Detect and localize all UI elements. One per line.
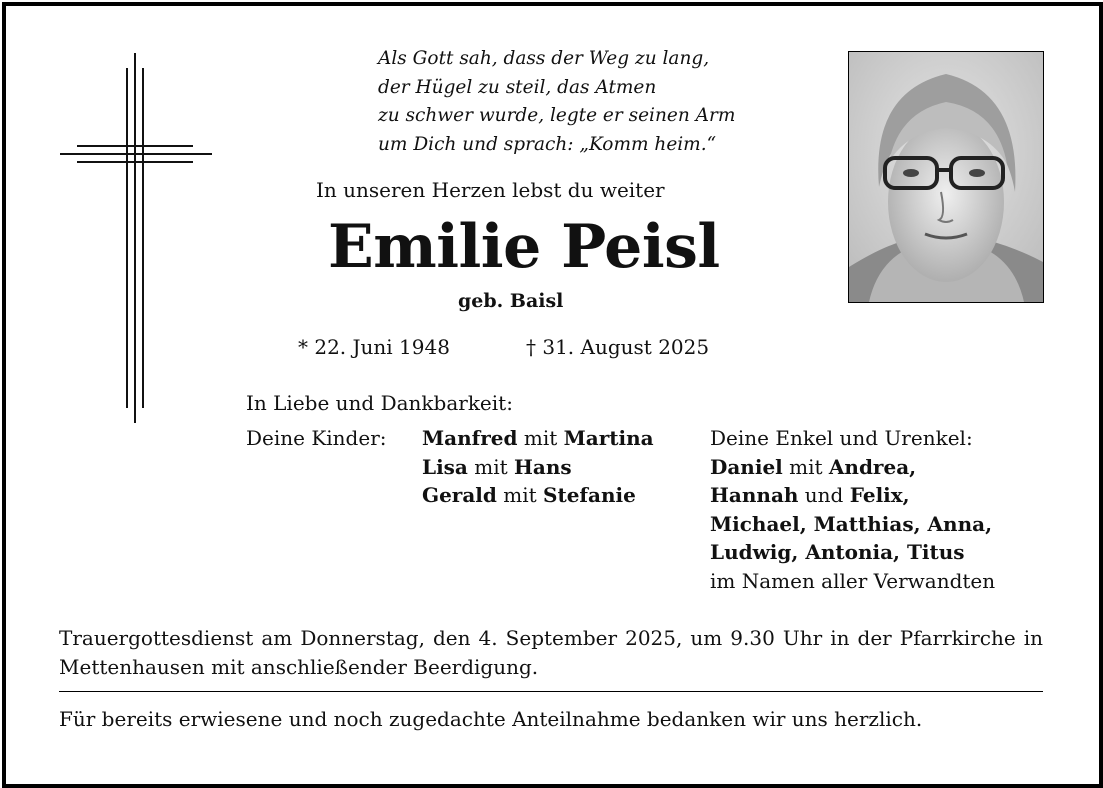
grandchild-name: Felix, bbox=[849, 483, 910, 507]
intro-line: In unseren Herzen lebst du weiter bbox=[316, 178, 665, 202]
verse bbox=[378, 45, 735, 159]
children-label: Deine Kinder: bbox=[246, 426, 387, 450]
joiner: mit bbox=[474, 454, 508, 479]
partner-name: Stefanie bbox=[543, 483, 636, 507]
child-name: Gerald bbox=[422, 483, 497, 507]
cross-icon bbox=[55, 48, 215, 428]
mourners-heading: In Liebe und Dankbarkeit: bbox=[246, 391, 513, 415]
list-item bbox=[710, 453, 995, 482]
joiner: mit bbox=[789, 454, 823, 479]
partner-name: Martina bbox=[563, 426, 654, 450]
grandchild-name: Hannah bbox=[710, 483, 799, 507]
grandchildren-label: Deine Enkel und Urenkel: bbox=[710, 426, 973, 450]
list-item bbox=[710, 510, 995, 539]
birth-date: * 22. Juni 1948 bbox=[298, 335, 450, 359]
grandchild-name: Andrea, bbox=[828, 454, 917, 479]
list-item bbox=[710, 481, 995, 510]
child-name: Lisa bbox=[422, 454, 468, 479]
verse-line: Als Gott sah, dass der Weg zu lang, bbox=[378, 48, 710, 69]
grandchild-name: Daniel bbox=[710, 454, 783, 479]
list-item bbox=[422, 453, 654, 482]
service-notice: Trauergottesdienst am Donnerstag, den 4. September 2025, um 9.30 Uhr in der Pfarrkirche in Mettenhausen mit anschließender Beerdigung. bbox=[59, 626, 1043, 679]
list-item bbox=[710, 538, 995, 567]
list-item bbox=[422, 481, 654, 510]
death-date: † 31. August 2025 bbox=[526, 335, 710, 359]
deceased-name: Emilie Peisl bbox=[328, 212, 720, 282]
child-name: Manfred bbox=[422, 426, 518, 450]
joiner: und bbox=[804, 483, 844, 507]
grandchildren-names: Ludwig, Antonia, Titus bbox=[710, 540, 965, 564]
divider bbox=[59, 691, 1043, 692]
list-item bbox=[422, 424, 654, 453]
thanks-note: Für bereits erwiesene und noch zugedachte Anteilnahme bedanken wir uns herzlich. bbox=[59, 707, 923, 731]
joiner: mit bbox=[503, 483, 537, 507]
grandchildren-block bbox=[710, 424, 995, 595]
verse-line: um Dich und sprach: „Komm heim.“ bbox=[378, 133, 717, 155]
maiden-name: geb. Baisl bbox=[458, 290, 564, 312]
children-list bbox=[422, 424, 654, 510]
relatives-line: im Namen aller Verwandten bbox=[710, 568, 996, 593]
portrait-photo bbox=[848, 51, 1044, 303]
joiner: mit bbox=[523, 426, 558, 450]
grandchildren-names: Michael, Matthias, Anna, bbox=[710, 511, 993, 536]
verse-line: zu schwer wurde, legte er seinen Arm bbox=[378, 105, 736, 126]
partner-name: Hans bbox=[514, 454, 572, 479]
portrait-illustration bbox=[849, 52, 1043, 302]
verse-line: der Hügel zu steil, das Atmen bbox=[378, 76, 657, 98]
